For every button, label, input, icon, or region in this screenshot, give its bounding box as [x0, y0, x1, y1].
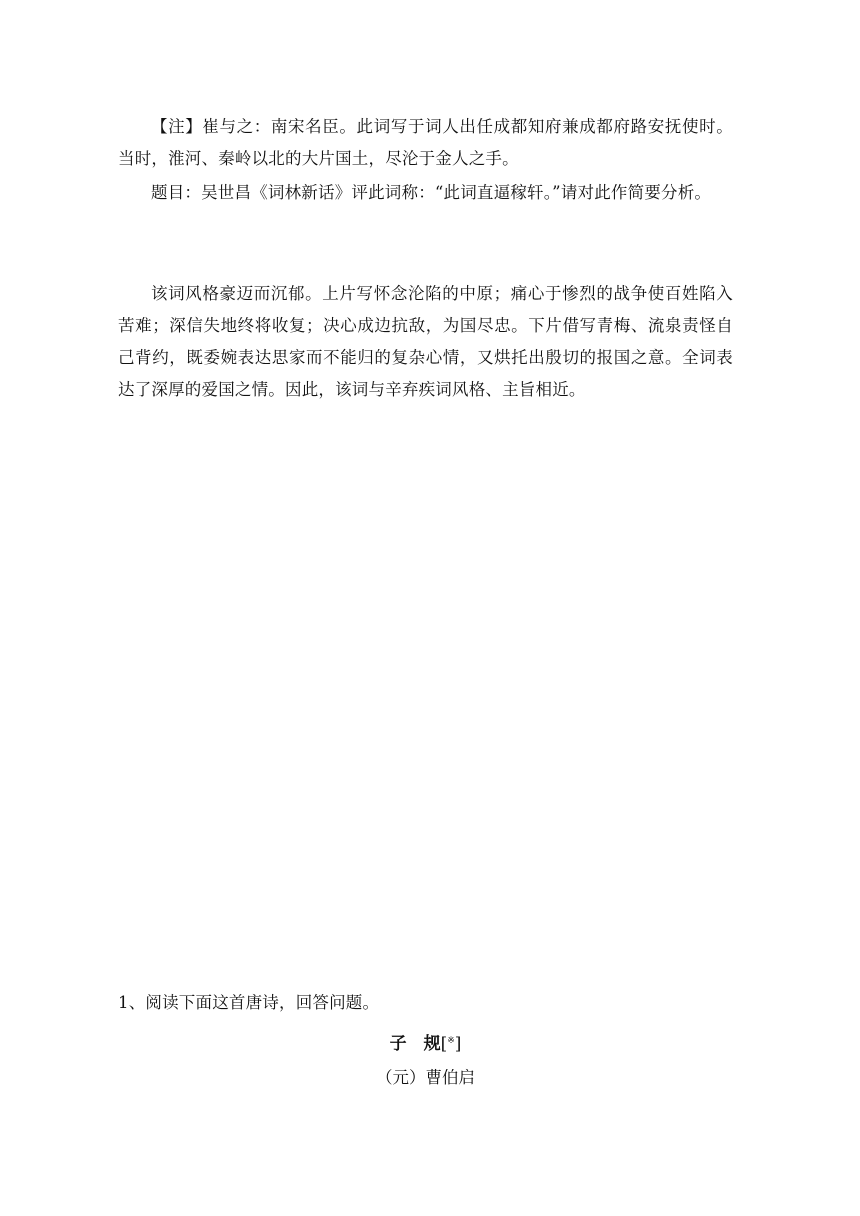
- poem-title-bracket-close: ]: [454, 1034, 462, 1054]
- answer-paragraph: 该词风格豪迈而沉郁。上片写怀念沦陷的中原；痛心于惨烈的战争使百姓陷入苦难；深信失地终将收复；决心成边抗敌，为国尽忠。下片借写青梅、流泉责怪自己背约，既委婉表达思家而不能归的复杂心情，又烘托出殷切的报国之意。全词表达了深厚的爱国之情。因此，该词与辛弃疾词风格、主旨相近。: [118, 284, 733, 399]
- poem-title-text: 子 规: [389, 1034, 441, 1054]
- item-heading: 1、阅读下面这首唐诗，回答问题。: [118, 993, 380, 1012]
- question-paragraph: 题目：吴世昌《词林新话》评此词称：“此词直逼稼轩。”请对此作简要分析。: [151, 183, 712, 202]
- poem-title: [118, 1027, 733, 1058]
- note-paragraph: [118, 111, 733, 175]
- note-text: 崔与之：南宋名臣。此词写于词人出任成都知府兼成都府路安抚使时。当时，淮河、秦岭以北的大片国土，尽沦于金人之手。: [118, 117, 733, 168]
- note-label: 【注】: [151, 117, 203, 136]
- poem-title-bracket-open: [: [440, 1034, 448, 1054]
- poem-author: （元）曹伯启: [376, 1068, 475, 1087]
- poem-note-mark: ※: [447, 1036, 455, 1046]
